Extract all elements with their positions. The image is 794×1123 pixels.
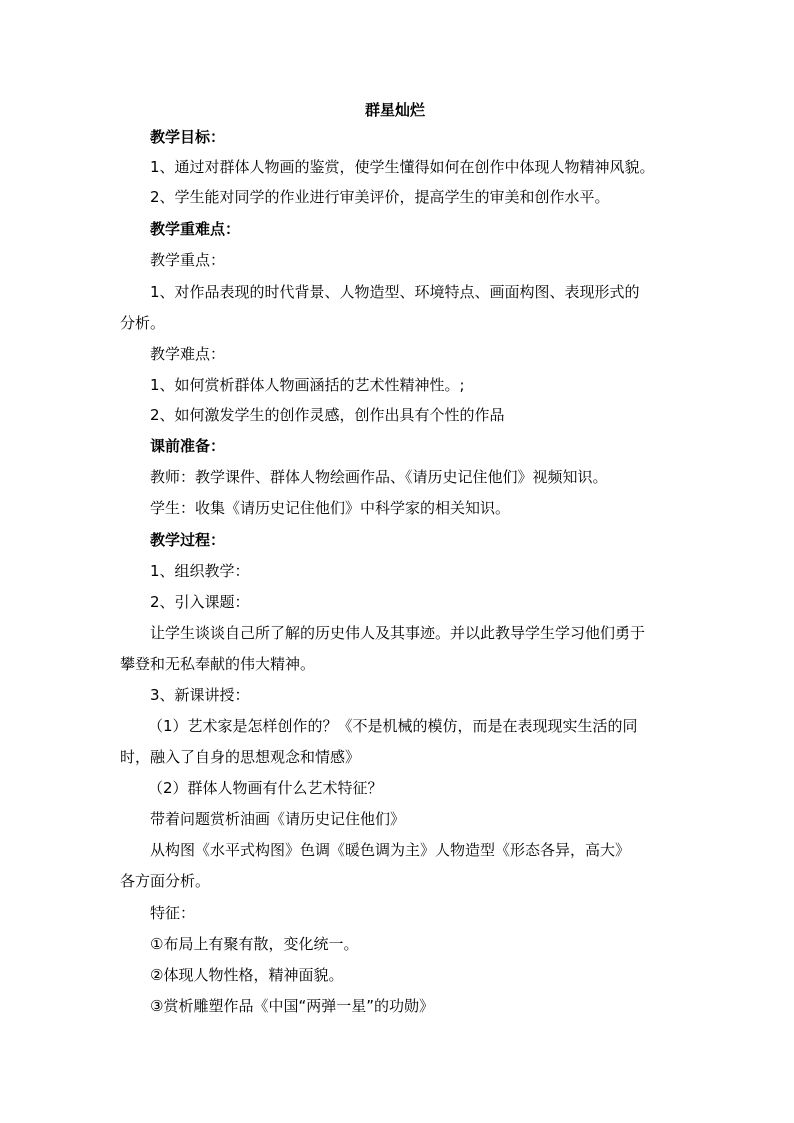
list-item: ②体现人物性格，精神面貌。 xyxy=(150,966,344,984)
paragraph-line: 1、对作品表现的时代背景、人物造型、环境特点、画面构图、表现形式的 xyxy=(150,283,640,301)
paragraph-line: 各方面分析。 xyxy=(120,872,211,890)
paragraph-line: 3、新课讲授： xyxy=(150,686,250,704)
paragraph-line: 1、通过对群体人物画的鉴赏，使学生懂得如何在创作中体现人物精神风貌。 xyxy=(150,158,655,176)
heading-key-difficult-points: 教学重难点： xyxy=(150,220,241,238)
paragraph-line: 1、如何赏析群体人物画涵括的艺术性精神性。; xyxy=(150,376,465,394)
paragraph-line: 让学生谈谈自己所了解的历史伟人及其事迹。并以此教导学生学习他们勇于 xyxy=(150,624,646,642)
paragraph-line: 时，融入了自身的思想观念和情感》 xyxy=(120,748,361,766)
paragraph-line: 1、组织教学： xyxy=(150,562,250,580)
heading-preparation: 课前准备： xyxy=(150,437,226,455)
paragraph-line: 从构图《水平式构图》色调《暖色调为主》人物造型《形态各异，高大》 xyxy=(150,841,631,859)
list-item: ③赏析雕塑作品《中国“两弹一星”的功勋》 xyxy=(150,997,434,1015)
heading-teaching-goals: 教学目标： xyxy=(150,128,226,146)
paragraph-line: 特征： xyxy=(150,904,196,922)
paragraph-line: （1）艺术家是怎样创作的？《不是机械的模仿，而是在表现现实生活的同 xyxy=(148,717,638,735)
document-title: 群星灿烂 xyxy=(365,101,426,119)
paragraph-line: 带着问题赏析油画《请历史记住他们》 xyxy=(150,810,406,828)
subheading-key-points: 教学重点： xyxy=(150,251,226,269)
subheading-difficult-points: 教学难点： xyxy=(150,345,226,363)
paragraph-line: 学生：收集《请历史记住他们》中科学家的相关知识。 xyxy=(150,499,511,517)
paragraph-line: 攀登和无私奉献的伟大精神。 xyxy=(120,655,316,673)
paragraph-line: 2、学生能对同学的作业进行审美评价，提高学生的审美和创作水平。 xyxy=(150,188,610,206)
heading-teaching-process: 教学过程： xyxy=(150,531,226,549)
paragraph-line: 教师：教学课件、群体人物绘画作品、《请历史记住他们》视频知识。 xyxy=(150,468,608,486)
paragraph-line: 分析。 xyxy=(120,314,166,332)
paragraph-line: （2）群体人物画有什么艺术特征？ xyxy=(148,779,383,797)
paragraph-line: 2、如何激发学生的创作灵感，创作出具有个性的作品 xyxy=(150,406,505,424)
list-item: ①布局上有聚有散，变化统一。 xyxy=(150,935,359,953)
paragraph-line: 2、引入课题： xyxy=(150,593,250,611)
